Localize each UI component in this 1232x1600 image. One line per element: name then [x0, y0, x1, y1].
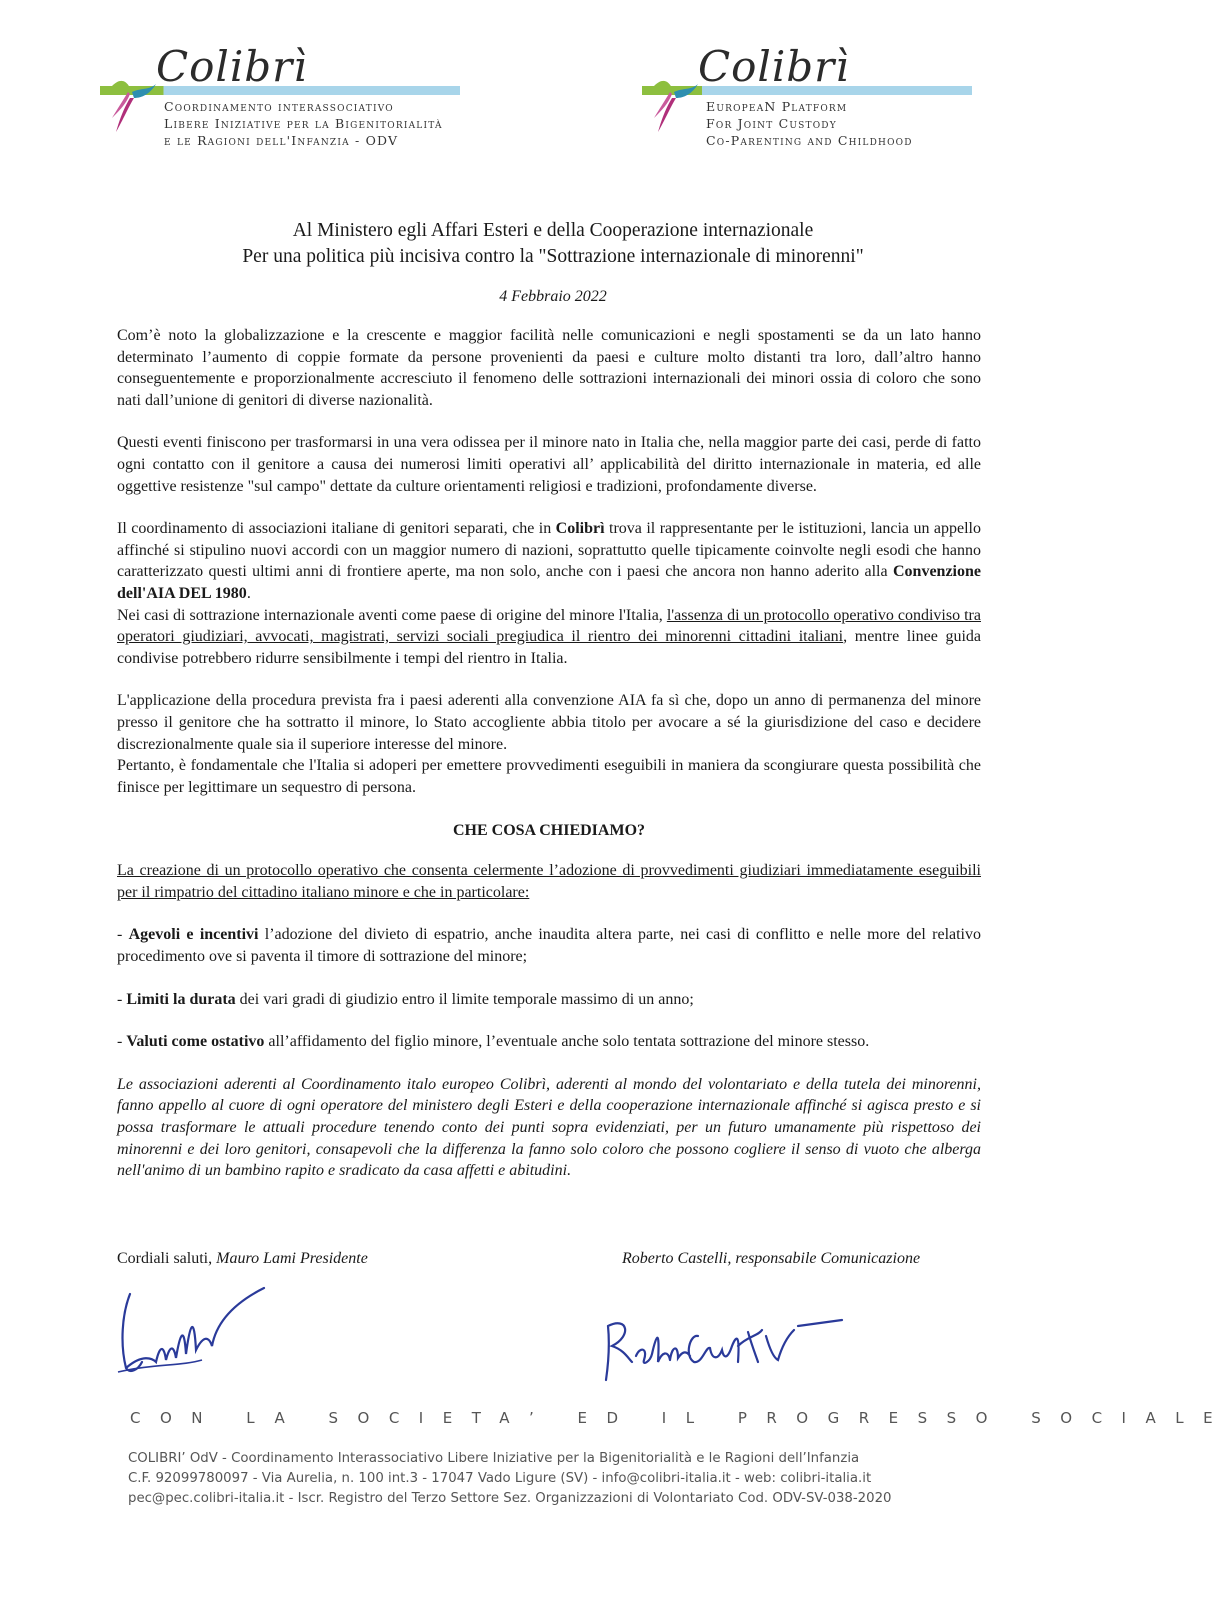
- paragraph-text: Il coordinamento di associazioni italiane di genitori separati, che in: [117, 520, 556, 538]
- paragraph-text: .: [246, 584, 251, 602]
- paragraph-4: [117, 605, 981, 670]
- logo-colibri-europe: [642, 40, 972, 155]
- bullet-item: [117, 1031, 981, 1053]
- handwritten-signature-castelli: [598, 1306, 848, 1386]
- paragraph-3: [117, 518, 981, 604]
- section-heading: CHE COSA CHIEDIAMO?: [452, 822, 646, 840]
- bullet-dash: -: [117, 926, 129, 944]
- logo-line: Co-Parenting and Childhood: [706, 133, 913, 148]
- bullet-item: [117, 924, 981, 967]
- bullet-dash: -: [117, 1033, 127, 1051]
- underlined-text: l'assenza di un protocollo operativo condiviso tra operatori giudiziari, avvocati, magistrati, servizi sociali pregiudica il rientro dei minorenni cittadini italiani: [117, 606, 981, 646]
- paragraph-1: Com’è noto la globalizzazione e la crescente e maggior facilità nelle comunicazioni e negli spostamenti se da un lato hanno determinato l’aumento di coppie formate da persone provenienti da paesi e culture molto distanti tra loro, dall’altro hanno conseguentemente e proporzionalmente accresciuto il fenomeno delle sottrazioni internazionali dei minori ossia di coloro che sono nati dall’unione di genitori di diverse nazionalità.: [117, 327, 981, 409]
- footer-line: pec@pec.colibri-italia.it - Iscr. Registro del Terzo Settore Sez. Organizzazioni di Volontariato Cod. ODV-SV-038-2020: [128, 1491, 892, 1506]
- signer-name: Mauro Lami Presidente: [216, 1250, 368, 1267]
- handwritten-signature-lami: [112, 1284, 272, 1384]
- logo-wordmark: Colibrì: [698, 42, 850, 91]
- greeting: Cordiali saluti,: [117, 1250, 217, 1267]
- bullet-text: all’affidamento del figlio minore, l’eventuale anche solo tentata sottrazione del minore stesso.: [264, 1033, 870, 1051]
- footer-line: C.F. 92099780097 - Via Aurelia, n. 100 int.3 - 17047 Vado Ligure (SV) - info@colibri-italia.it - web: colibri-italia.it: [128, 1471, 872, 1486]
- hummingbird-icon: [106, 58, 158, 138]
- signature-left-caption: [117, 1250, 368, 1268]
- paragraph-text: , mentre linee guida condivise potrebbero ridurre sensibilmente i tempi del rientro in Italia.: [117, 628, 982, 667]
- logo-line: Libere Iniziative per la Bigenitorialità: [164, 116, 443, 131]
- hummingbird-icon: [648, 58, 700, 138]
- title-line-1: Al Ministero egli Affari Esteri e della Cooperazione internazionale: [292, 220, 814, 241]
- bullet-dash: -: [117, 990, 127, 1008]
- signature-right-caption: Roberto Castelli, responsabile Comunicazione: [622, 1250, 921, 1267]
- paragraph-6: Pertanto, è fondamentale che l'Italia si adoperi per emettere provvedimenti eseguibili in maniera da scongiurare questa possibilità che finisce per legittimare un sequestro di persona.: [117, 757, 981, 796]
- convention-bold: Convenzione dell'AIA DEL 1980: [117, 563, 981, 602]
- closing-paragraph: Le associazioni aderenti al Coordinamento italo europeo Colibrì, aderenti al mondo del volontariato e della tutela dei minorenni, fanno appello al cuore di ogni operatore del ministero degli Esteri e della cooperazione internazionale affinché si agisca presto e si possa trasformare le attuali procedure tenendo conto dei punti sopra evidenziati, per un futuro umanamente più rispettoso dei minorenni e dei loro genitori, consapevoli che la differenza la fanno solo coloro che possono cogliere il senso di vuoto che alberga nell'animo di un bambino rapito e sradicato da casa affetti e abitudini.: [117, 1075, 981, 1180]
- paragraph-text: Nei casi di sottrazione internazionale aventi come paese di origine del minore l'Italia,: [117, 606, 667, 624]
- paragraph-2: Questi eventi finiscono per trasformarsi in una vera odissea per il minore nato in Italia che, nella maggior parte dei casi, perde di fatto ogni contatto con il genitore a causa dei numerosi limiti operativi all’ applicabilità del diritto internazionale in materia, ed alle oggettive resistenze "sul campo" dettate da culture orientamenti religiosi e tradizioni, profondamente diverse.: [117, 434, 981, 495]
- paragraph-text: trova il rappresentante per le istituzioni, lancia un appello affinché si stipulino nuovi accordi con un maggior numero di nazioni, soprattutto quelle tipicamente coinvolte negli esodi che hanno caratterizzato questi ultimi anni di frontiere aperte, ma non solo, anche con i paesi che ancora non hanno aderito alla: [117, 520, 982, 581]
- logo-line: Coordinamento interassociativo: [164, 99, 394, 114]
- title-line-2: Per una politica più incisiva contro la "Sottrazione internazionale di minorenni": [242, 246, 864, 267]
- paragraph-5: L'applicazione della procedura prevista fra i paesi aderenti alla convenzione AIA fa sì che, dopo un anno di permanenza del minore presso il genitore che ha sottratto il minore, lo Stato accogliente abbia titolo per avocare a sé la giurisdizione del caso e decidere discrezionalmente quale sia il superiore interesse del minore.: [117, 692, 981, 753]
- motto: CON LA SOCIETA’ ED IL PROGRESSO SOCIALE: [130, 1409, 1232, 1427]
- logo-colibri-italia: [100, 40, 460, 155]
- logo-line: e le Ragioni dell'Infanzia - ODV: [164, 133, 399, 148]
- bullet-bold: Agevoli e incentivi: [128, 926, 259, 944]
- logo-wordmark: Colibrì: [156, 42, 308, 91]
- footer: [128, 1449, 962, 1509]
- logo-line: For Joint Custody: [706, 116, 837, 131]
- bullet-text: l’adozione del divieto di espatrio, anche inaudita altera parte, nei casi di conflitto e nelle more del relativo procedimento ove si paventa il timore di sottrazione del minore;: [117, 926, 982, 966]
- footer-line: COLIBRI’ OdV - Coordinamento Interassociativo Libere Iniziative per la Bigenitorialità e le Ragioni dell’Infanzia: [128, 1451, 860, 1466]
- bullet-bold: Valuti come ostativo: [126, 1033, 265, 1051]
- bullet-bold: Limiti la durata: [126, 990, 236, 1008]
- logo-subtitle: [706, 98, 913, 149]
- letter-body: [117, 325, 981, 1182]
- document-title: [0, 218, 1106, 270]
- colibri-bold: Colibrì: [555, 520, 605, 538]
- request-paragraph: La creazione di un protocollo operativo che consenta celermente l’adozione di provvedimenti giudiziari immediatamente eseguibili per il rimpatrio del cittadino italiano minore e che in particolare:: [117, 862, 981, 901]
- bullet-text: dei vari gradi di giudizio entro il limite temporale massimo di un anno;: [235, 990, 694, 1008]
- document-date: 4 Febbraio 2022: [499, 288, 607, 305]
- bullet-item: [117, 989, 981, 1011]
- logo-line: EuropeaN Platform: [706, 99, 848, 114]
- logo-subtitle: [164, 98, 443, 149]
